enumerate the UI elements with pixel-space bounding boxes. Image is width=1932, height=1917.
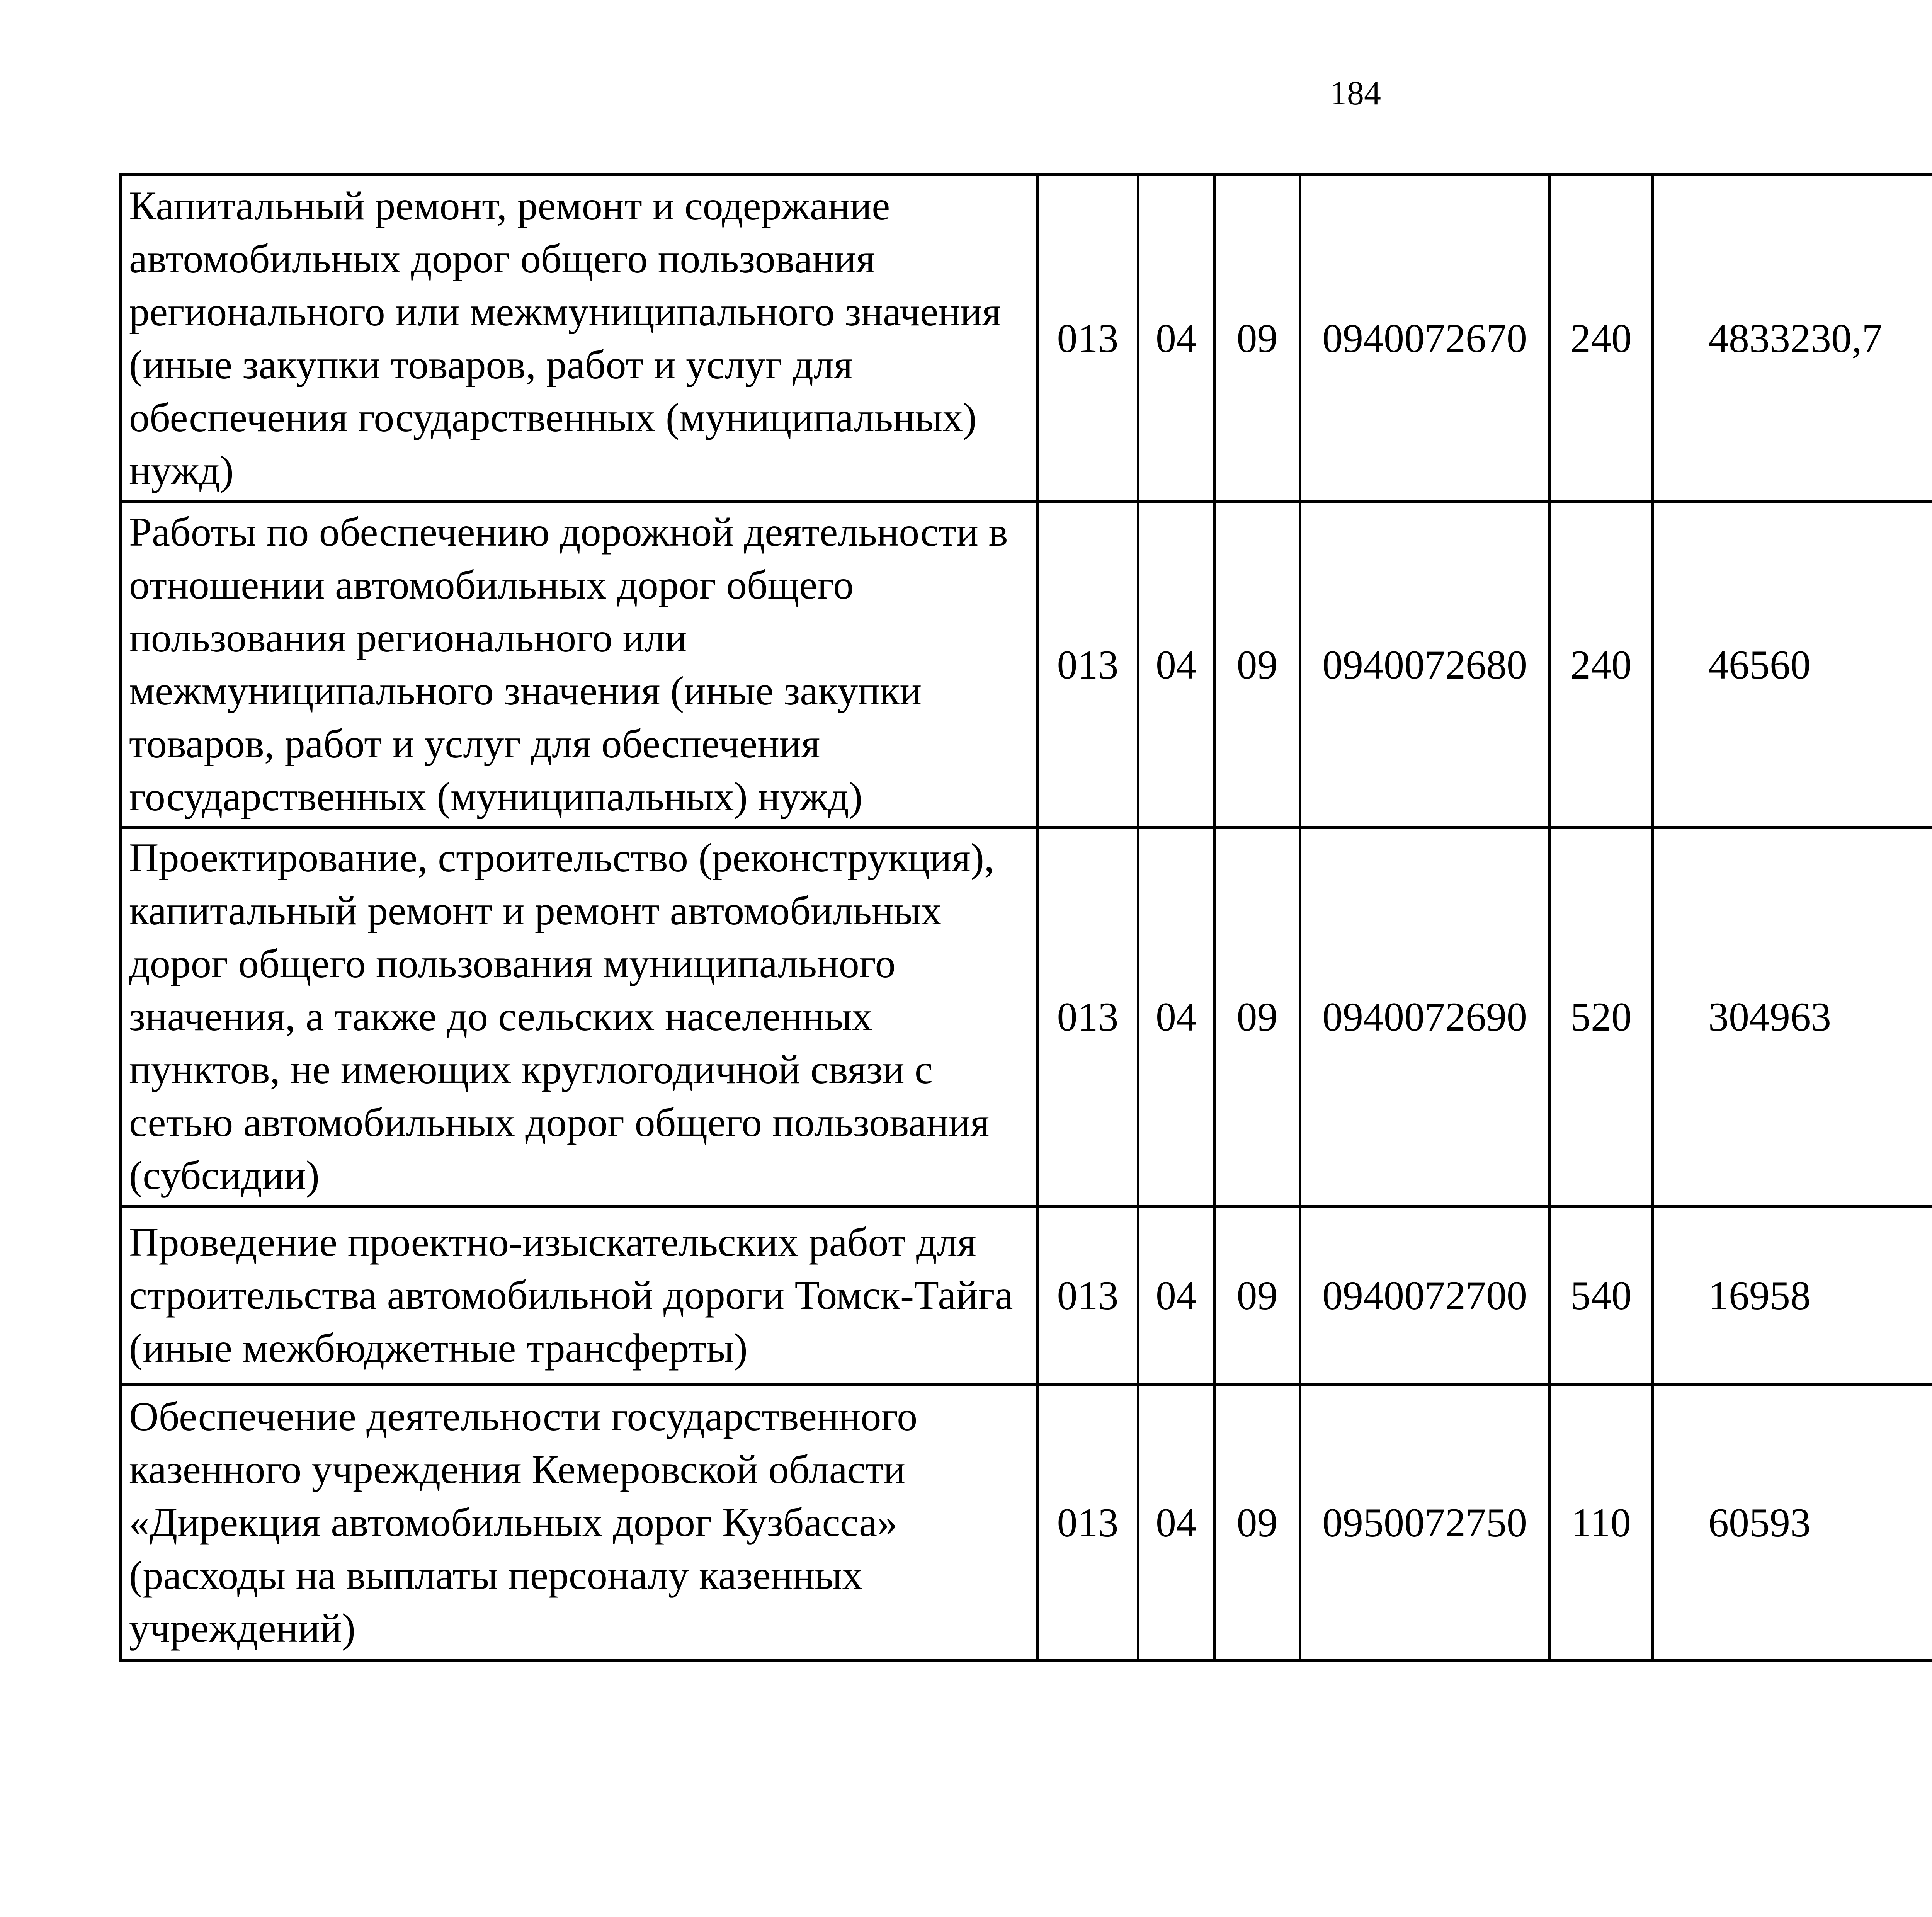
amount-1: 304963 [1653, 828, 1932, 1206]
subsection-code: 09 [1214, 175, 1300, 502]
ministry-code: 013 [1037, 502, 1138, 828]
ministry-code: 013 [1037, 1206, 1138, 1385]
section-code: 04 [1138, 828, 1214, 1206]
table-row [121, 1385, 1932, 1660]
budget-table [119, 173, 1932, 1662]
expense-type-code: 540 [1549, 1206, 1653, 1385]
expense-type-code: 240 [1549, 175, 1653, 502]
row-description: Капитальный ремонт, ремонт и содержание автомобильных дорог общего пользования регионального или межмуниципального значения (иные закупки товаров, работ и услуг для обеспечения государственных (муниципальных) нужд) [121, 175, 1037, 502]
target-article-code: 0940072670 [1300, 175, 1549, 502]
subsection-code: 09 [1214, 1385, 1300, 1660]
row-description: Работы по обеспечению дорожной деятельности в отношении автомобильных дорог общего пользования регионального или межмуниципального значения (иные закупки товаров, работ и услуг для обеспечения государственных (муниципальных) нужд) [121, 502, 1037, 828]
amount-1: 46560 [1653, 502, 1932, 828]
subsection-code: 09 [1214, 828, 1300, 1206]
target-article-code: 0940072700 [1300, 1206, 1549, 1385]
expense-type-code: 240 [1549, 502, 1653, 828]
amount-1: 4833230,7 [1653, 175, 1932, 502]
target-article-code: 0940072690 [1300, 828, 1549, 1206]
target-article-code: 0950072750 [1300, 1385, 1549, 1660]
amount-1: 16958 [1653, 1206, 1932, 1385]
subsection-code: 09 [1214, 502, 1300, 828]
table-row [121, 175, 1932, 502]
amount-1: 60593 [1653, 1385, 1932, 1660]
target-article-code: 0940072680 [1300, 502, 1549, 828]
page-number: 184 [1330, 75, 1381, 112]
table-row [121, 828, 1932, 1206]
ministry-code: 013 [1037, 175, 1138, 502]
section-code: 04 [1138, 175, 1214, 502]
subsection-code: 09 [1214, 1206, 1300, 1385]
expense-type-code: 520 [1549, 828, 1653, 1206]
table-row [121, 1206, 1932, 1385]
row-description: Проектирование, строительство (реконструкция), капитальный ремонт и ремонт автомобильных дорог общего пользования муниципального значения, а также до сельских населенных пунктов, не имеющих круглогодичной связи с сетью автомобильных дорог общего пользования (субсидии) [121, 828, 1037, 1206]
table-row [121, 502, 1932, 828]
ministry-code: 013 [1037, 828, 1138, 1206]
ministry-code: 013 [1037, 1385, 1138, 1660]
expense-type-code: 110 [1549, 1385, 1653, 1660]
row-description: Проведение проектно-изыскательских работ для строительства автомобильной дороги Томск-Тайга (иные межбюджетные трансферты) [121, 1206, 1037, 1385]
section-code: 04 [1138, 1385, 1214, 1660]
section-code: 04 [1138, 502, 1214, 828]
section-code: 04 [1138, 1206, 1214, 1385]
row-description: Обеспечение деятельности государственного казенного учреждения Кемеровской области «Дирекция автомобильных дорог Кузбасса» (расходы на выплаты персоналу казенных учреждений) [121, 1385, 1037, 1660]
